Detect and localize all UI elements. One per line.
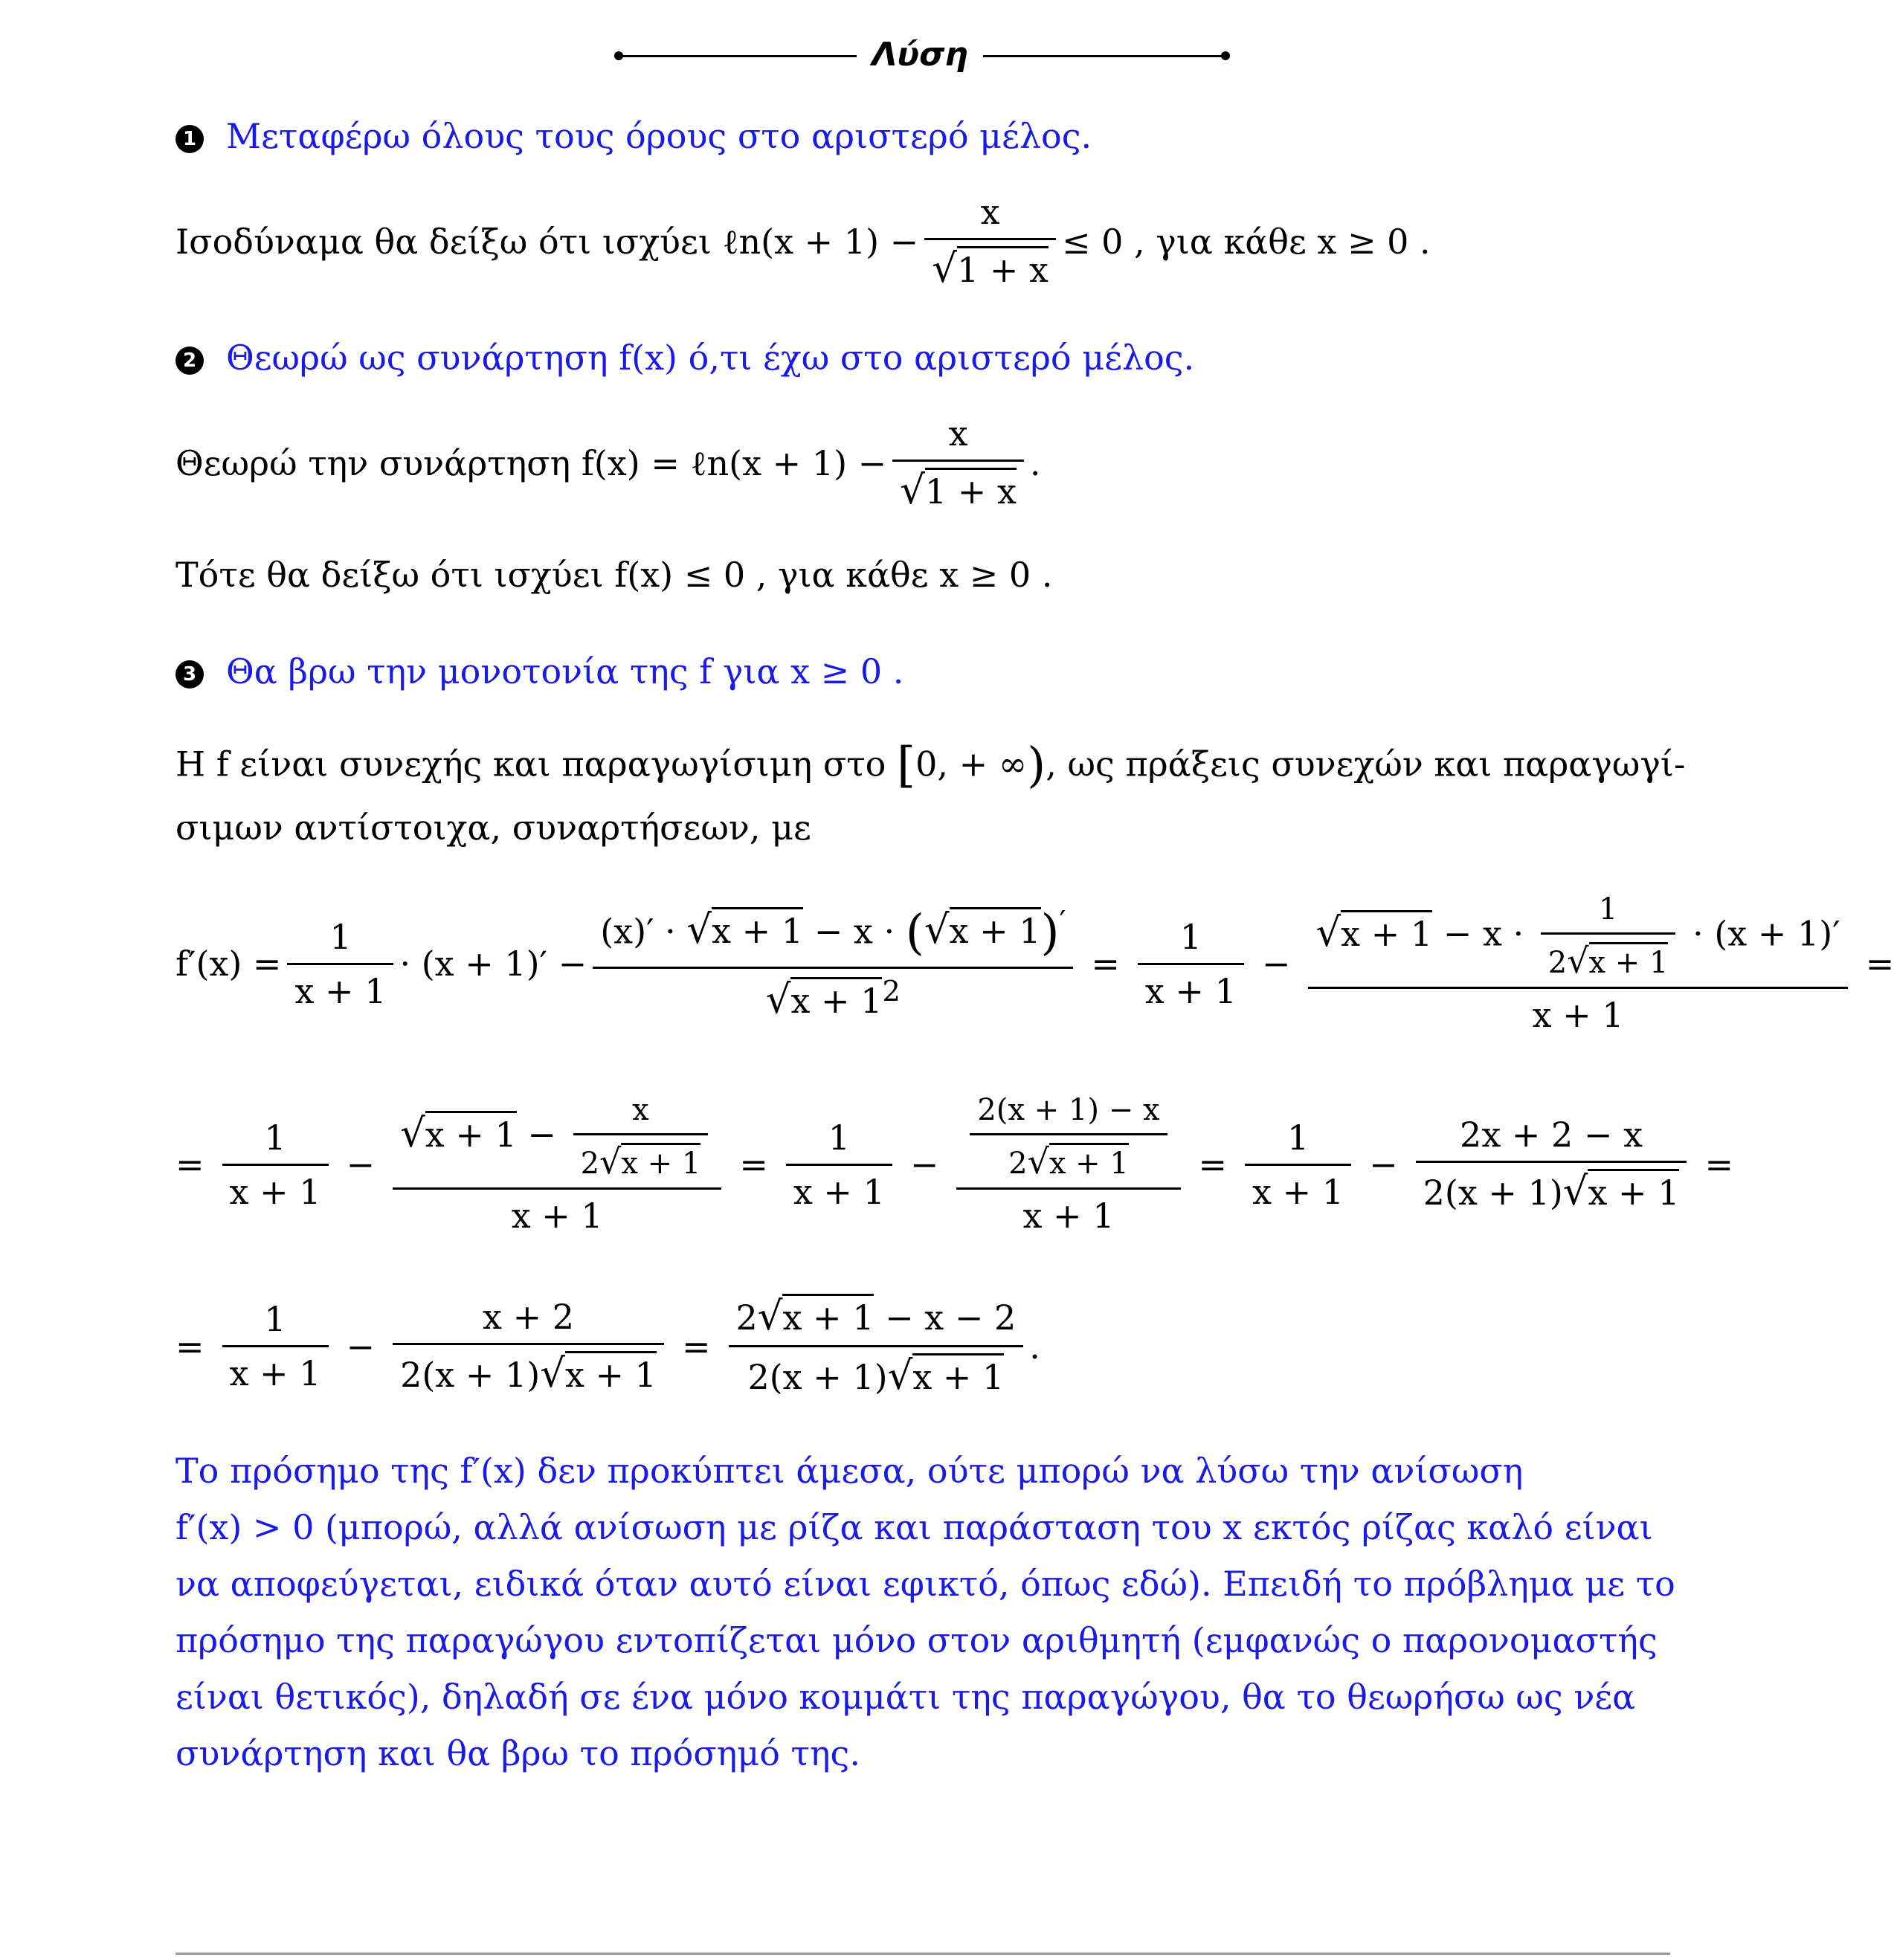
step-2-text: Θεωρώ ως συνάρτηση f(x) ό,τι έχω στο αριστερό μέλος. bbox=[226, 338, 1195, 378]
header-dot-right bbox=[1221, 51, 1230, 60]
header-rule-right bbox=[983, 55, 1223, 57]
radicand: x + 1 bbox=[425, 1111, 517, 1155]
frac-num: 2x + 2 − x bbox=[1416, 1115, 1687, 1163]
equivalent-inequality bbox=[175, 192, 1431, 291]
equals-sign: = bbox=[1704, 1144, 1734, 1184]
note-line: είναι θετικός), δηλαδή σε ένα μόνο κομμάτι της παραγώγου, θα το θεωρήσω ως νέα bbox=[175, 1677, 1636, 1717]
line2-fraction bbox=[892, 413, 1024, 513]
note-line: να αποφεύγεται, ειδικά όταν αυτό είναι εφικτό, όπως εδώ). Επειδή το πρόβλημα με το bbox=[175, 1564, 1675, 1604]
note-line: συνάρτηση και θα βρω το πρόσημό της. bbox=[175, 1733, 860, 1773]
frac-num: 1 bbox=[1541, 892, 1676, 935]
frac-num: 1 bbox=[1138, 917, 1244, 965]
equals-sign: = bbox=[1091, 944, 1120, 984]
derivative-lhs: f′(x) = bbox=[175, 944, 282, 984]
frac-num: 1 bbox=[1245, 1118, 1351, 1166]
frac-den: x + 1 bbox=[1144, 970, 1237, 1011]
line1-frac-den: √1 + x bbox=[932, 246, 1049, 291]
step-3 bbox=[175, 651, 904, 692]
minus-sign: − bbox=[1261, 944, 1291, 984]
equals-sign: = bbox=[1198, 1144, 1228, 1184]
interval: 0, + ∞ bbox=[915, 744, 1028, 784]
exponent: 2 bbox=[882, 974, 901, 1008]
radicand: x + 1 bbox=[912, 1353, 1004, 1397]
compound-fraction: √x + 1 − $\frac{x}{2√x + 1}$ x + 1 bbox=[393, 1093, 721, 1236]
continuity-line-a: Η f είναι συνεχής και παραγωγίσιμη στο [0, + ∞), ως πράξεις συνεχών και παραγωγί- bbox=[175, 738, 1686, 793]
equals-sign: = bbox=[739, 1144, 768, 1184]
header-rule-left bbox=[617, 55, 857, 57]
derivative-row-3: = $\frac{1}{x + 1}$ − $\frac{x + 2}{2(x + 1)√x + 1}$ = $\frac{2√x + 1 - x - 2}{2(x + 1)√x + 1}$ . bbox=[175, 1294, 1040, 1399]
frac-num: 1 bbox=[287, 917, 393, 965]
radicand: x + 1 bbox=[565, 1351, 657, 1395]
equals-sign: = bbox=[681, 1326, 711, 1367]
line2-frac-den: √1 + x bbox=[900, 468, 1017, 513]
term-text: − x · bbox=[1443, 913, 1524, 954]
radicand: x + 1 bbox=[782, 1294, 874, 1338]
period: . bbox=[1029, 1326, 1040, 1367]
frac-den: x + 1 bbox=[793, 1171, 885, 1212]
step-1-text: Μεταφέρω όλους τους όρους στο αριστερό μέλος. bbox=[226, 116, 1092, 156]
term-text: 2(x + 1) bbox=[747, 1357, 888, 1397]
step-1 bbox=[175, 116, 1092, 156]
line1-fraction bbox=[924, 192, 1056, 291]
radicand: x + 1 bbox=[1049, 1143, 1129, 1181]
coefficient: 2 bbox=[1008, 1147, 1028, 1181]
radicand: x + 1 bbox=[950, 907, 1041, 951]
quotient-rule-fraction: $\frac{(x)' \cdot √x + 1 - x \cdot (√x + 1)'}{√x + 1^2}$ bbox=[593, 905, 1073, 1022]
term-text: − x − 2 bbox=[885, 1297, 1017, 1338]
frac-num: x bbox=[573, 1093, 709, 1135]
continuity-line-b: σιμων αντίστοιχα, συναρτήσεων, με bbox=[175, 807, 811, 848]
minus-sign: − bbox=[1369, 1144, 1398, 1184]
coefficient: 2 bbox=[735, 1297, 758, 1338]
prime-mark: ′ bbox=[1059, 904, 1066, 938]
line1-radicand: 1 + x bbox=[957, 246, 1049, 290]
note-line: πρόσημο της παραγώγου εντοπίζεται μόνο στον αριθμητή (εμφανώς ο παρονομαστής bbox=[175, 1620, 1658, 1660]
continuity-text-start: Η f είναι συνεχής και παραγωγίσιμη στο bbox=[175, 744, 886, 784]
step-number-badge: 1 bbox=[175, 125, 204, 153]
frac-num: 1 bbox=[786, 1118, 892, 1166]
radicand: x + 1 bbox=[1341, 910, 1432, 954]
term-text: · (x + 1)′ − bbox=[399, 944, 587, 984]
term-text: − x · bbox=[814, 911, 895, 952]
coefficient: 2 bbox=[580, 1147, 600, 1181]
step-2 bbox=[175, 338, 1195, 378]
equals-sign: = bbox=[1865, 944, 1894, 984]
radicand: x + 1 bbox=[712, 907, 803, 951]
derivative-row-2: = $\frac{1}{x + 1}$ − √x + 1 − $\frac{x}{2√x + 1}$ x + 1 = $\frac{1}{x + 1}$ − $\frac{\frac{2(x + 1) - x}{2√x + 1}}{x + 1}$ = $\frac{1}{x + 1}$ − $\frac{2x + 2 - x}{2(x + 1)√x + 1}$ = bbox=[175, 1093, 1734, 1236]
final-derivative-fraction: $\frac{2√x + 1 - x - 2}{2(x + 1)√x + 1}$ bbox=[729, 1294, 1024, 1399]
footer-rule bbox=[175, 1953, 1670, 1955]
line2-frac-num: x bbox=[892, 413, 1024, 462]
minus-sign: − bbox=[909, 1144, 939, 1184]
frac-num: 2(x + 1) − x bbox=[970, 1093, 1167, 1135]
line2-prefix: Θεωρώ την συνάρτηση f(x) = ℓn(x + 1) − bbox=[175, 443, 887, 483]
radicand: x + 1 bbox=[621, 1143, 700, 1181]
compound-fraction: $\frac{\frac{2(x + 1) - x}{2√x + 1}}{x + 1}$ bbox=[956, 1093, 1180, 1236]
compound-fraction: √x + 1 − x · $\frac{1}{2√x + 1}$ · (x + 1)′ x + 1 bbox=[1308, 892, 1847, 1035]
function-definition bbox=[175, 413, 1041, 513]
line1-suffix: ≤ 0 , για κάθε x ≥ 0 . bbox=[1061, 222, 1431, 262]
line2-radicand: 1 + x bbox=[925, 468, 1017, 512]
radicand: x + 1 bbox=[1588, 1169, 1679, 1213]
term-text: · (x + 1)′ bbox=[1692, 913, 1840, 954]
equals-sign: = bbox=[175, 1144, 204, 1184]
note-line: Το πρόσημο της f′(x) δεν προκύπτει άμεσα, ούτε μπορώ να λύσω την ανίσωση bbox=[175, 1451, 1524, 1491]
solution-header bbox=[617, 33, 1227, 77]
step-number-badge: 3 bbox=[175, 660, 204, 689]
radicand: x + 1 bbox=[790, 977, 882, 1021]
sign-analysis-note bbox=[175, 1442, 1675, 1782]
step-3-text: Θα βρω την μονοτονία της f για x ≥ 0 . bbox=[226, 651, 904, 692]
frac-num: x + 2 bbox=[393, 1297, 664, 1345]
step-number-badge: 2 bbox=[175, 346, 204, 375]
minus-sign: − bbox=[346, 1326, 376, 1367]
frac-den: x + 1 bbox=[1022, 1196, 1115, 1236]
derivative-row-1 bbox=[175, 892, 1894, 1035]
note-line: f′(x) > 0 (μπορώ, αλλά ανίσωση με ρίζα και παράσταση του x εκτός ρίζας καλό είναι bbox=[175, 1507, 1653, 1547]
term-text: (x)′ · bbox=[600, 911, 676, 952]
solution-title: Λύση bbox=[872, 36, 968, 74]
frac-den: x + 1 bbox=[229, 1353, 321, 1393]
radicand: x + 1 bbox=[1589, 942, 1669, 980]
term-text: − bbox=[527, 1114, 556, 1155]
coefficient: 2 bbox=[1547, 946, 1568, 980]
line1-prefix: Ισοδύναμα θα δείξω ότι ισχύει ℓn(x + 1) − bbox=[175, 222, 919, 262]
frac-den: x + 1 bbox=[229, 1171, 321, 1212]
frac-num: 1 bbox=[222, 1299, 329, 1347]
minus-sign: − bbox=[346, 1144, 376, 1184]
line1-frac-num: x bbox=[924, 192, 1056, 240]
term-text: 2(x + 1) bbox=[1423, 1173, 1563, 1213]
frac-den: x + 1 bbox=[1252, 1171, 1344, 1212]
continuity-text-end: , ως πράξεις συνεχών και παραγωγί- bbox=[1046, 744, 1686, 784]
goal-statement: Τότε θα δείξω ότι ισχύει f(x) ≤ 0 , για κάθε x ≥ 0 . bbox=[175, 555, 1053, 595]
equals-sign: = bbox=[175, 1326, 204, 1367]
frac-den: x + 1 bbox=[1532, 995, 1624, 1035]
frac-den: x + 1 bbox=[294, 970, 387, 1011]
term-text: 2(x + 1) bbox=[400, 1354, 541, 1395]
frac-den: x + 1 bbox=[511, 1196, 603, 1236]
frac-num: 1 bbox=[222, 1118, 329, 1166]
line2-suffix: . bbox=[1029, 443, 1041, 483]
